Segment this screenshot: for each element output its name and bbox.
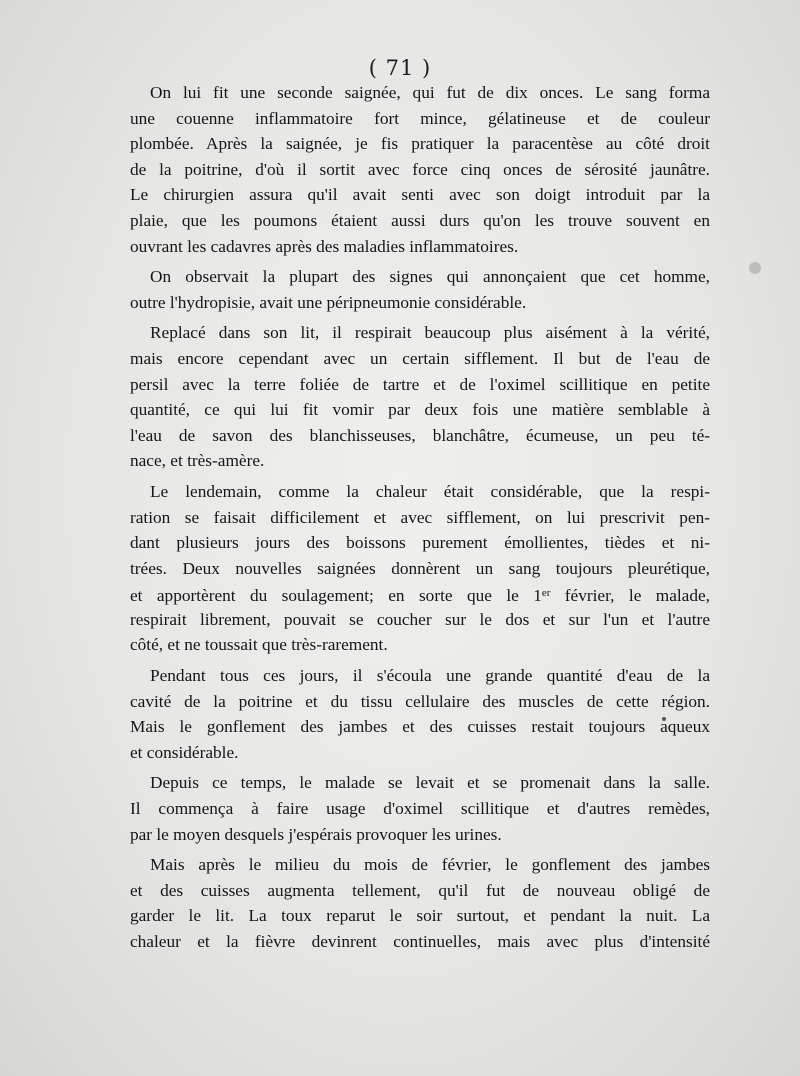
text-line: Mais après le milieu du mois de février, le gonflement des jambes	[150, 855, 710, 875]
text-line: trées. Deux nouvelles saignées donnèrent un sang toujours pleurétique,	[130, 558, 710, 578]
text-line: Depuis ce temps, le malade se levait et se promenait dans la salle.	[150, 773, 710, 793]
body-text	[130, 80, 710, 955]
text-line: et considérable.	[130, 742, 239, 762]
text-line: cavité de la poitrine et du tissu cellulaire des muscles de cette région.	[130, 691, 710, 711]
text-line: On lui fit une seconde saignée, qui fut de dix onces. Le sang forma	[150, 83, 710, 102]
text-line: quantité, ce qui lui fit vomir par deux fois une matière semblable à	[130, 400, 710, 420]
page-number: ( 71 )	[368, 56, 432, 80]
text-line: chaleur et la fièvre devinrent continuelles, mais avec plus d'intensité	[130, 932, 710, 951]
superscript: er	[541, 587, 551, 600]
text-line: respirait librement, pouvait se coucher sur le dos et sur l'un et l'autre	[130, 609, 710, 629]
text-line: Pendant tous ces jours, il s'écoula une grande quantité d'eau de la	[150, 666, 710, 686]
text-line	[130, 581, 710, 607]
text-line: l'eau de savon des blanchisseuses, blanchâtre, écumeuse, un peu té-	[130, 425, 710, 445]
text-line: outre l'hydropisie, avait une péripneumonie considérable.	[130, 292, 527, 312]
text-line: plombée. Après la saignée, je fis pratiquer la paracentèse au côté droit	[130, 134, 710, 154]
text-line: nace, et très-amère.	[130, 451, 265, 471]
text-line: Mais le gonflement des jambes et des cuisses restait toujours aqueux	[130, 717, 710, 737]
text-line: garder le lit. La toux reparut le soir surtout, et pendant la nuit. La	[130, 906, 710, 926]
text-line: et des cuisses augmenta tellement, qu'il fut de nouveau obligé de	[130, 880, 710, 900]
text-fragment: février, le malade,	[550, 586, 710, 606]
text-line: Replacé dans son lit, il respirait beaucoup plus aisément à la vérité,	[150, 323, 710, 343]
text-line: une couenne inflammatoire fort mince, gélatineuse et de couleur	[130, 108, 710, 128]
text-fragment: et apportèrent du soulagement; en sorte que le 1	[130, 586, 542, 606]
text-line: de la poitrine, d'où il sortit avec force cinq onces de sérosité jaunâtre.	[130, 159, 710, 179]
text-line: ration se faisait difficilement et avec sifflement, on lui prescrivit pen-	[130, 507, 710, 527]
ink-spot	[749, 262, 761, 274]
text-line: par le moyen desquels j'espérais provoquer les urines.	[130, 824, 502, 844]
text-line: côté, et ne toussait que très-rarement.	[130, 635, 388, 655]
text-line: On observait la plupart des signes qui annonçaient que cet homme,	[150, 267, 710, 287]
text-line: ouvrant les cadavres après des maladies inflammatoires.	[130, 236, 519, 256]
text-line: Le chirurgien assura qu'il avait senti avec son doigt introduit par la	[130, 185, 710, 205]
text-line: Le lendemain, comme la chaleur était considérable, que la respi-	[150, 481, 710, 501]
text-line: mais encore cependant avec un certain sifflement. Il but de l'eau de	[130, 348, 710, 368]
text-line: dant plusieurs jours des boissons purement émollientes, tièdes et ni-	[130, 533, 710, 553]
text-line: plaie, que les poumons étaient aussi durs qu'on les trouve souvent en	[130, 210, 710, 230]
text-line: persil avec la terre foliée de tartre et de l'oximel scillitique en petite	[130, 374, 710, 394]
text-line: Il commença à faire usage d'oximel scillitique et d'autres remèdes,	[130, 799, 710, 819]
